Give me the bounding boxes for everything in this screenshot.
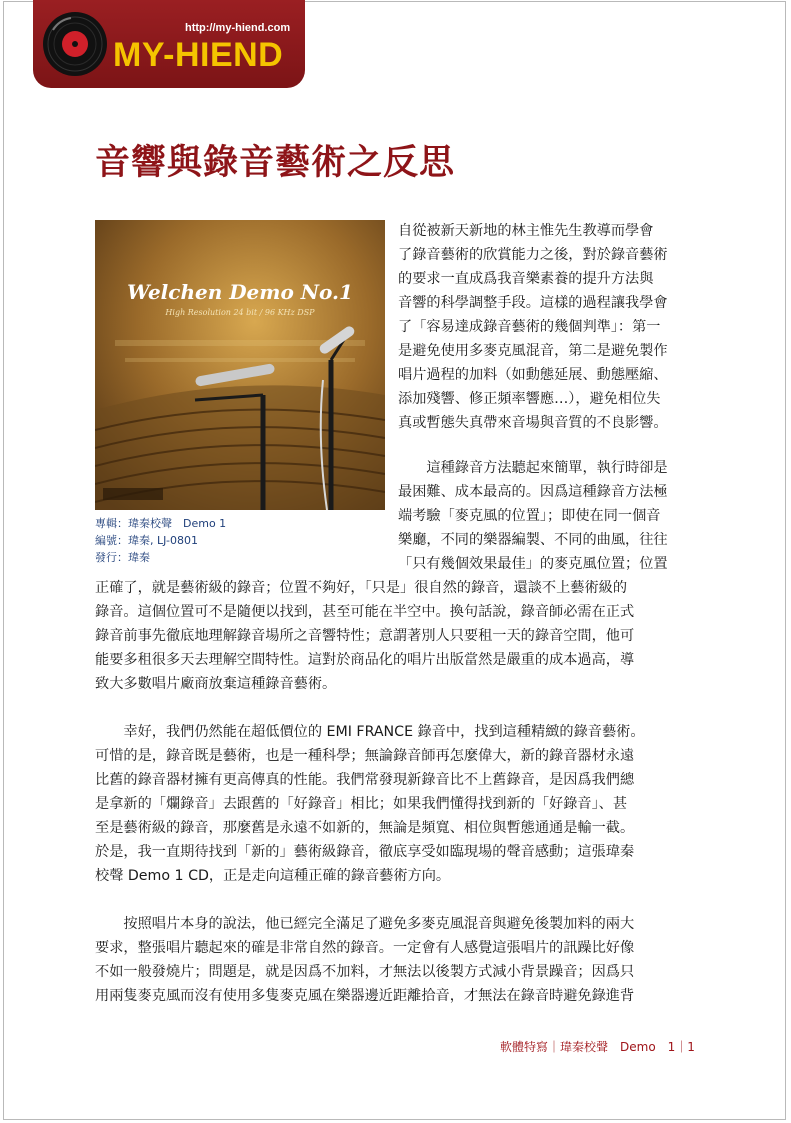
caption-catalog: 編號：瑋秦, LJ-0801 — [95, 534, 198, 547]
text-line: 於是，我一直期待找到「新的」藝術級錄音，徹底享受如臨現場的聲音感動；這張瑋秦 — [95, 844, 635, 860]
text-line: 校聲 Demo 1 CD，正是走向這種正確的錄音藝術方向。 — [95, 868, 451, 884]
text-line: 錄音。這個位置可不是隨便以找到，甚至可能在半空中。換句話說，錄音師必需在正式 — [95, 604, 635, 620]
text-line: 至是藝術級的錄音，那麼舊是永遠不如新的，無論是頻寬、相位與暫態通通是輸一截。 — [95, 820, 635, 836]
text-line: 按照唱片本身的說法，他已經完全滿足了避免多麥克風混音與避免後製加料的兩大 — [95, 916, 635, 932]
album-cover-image — [95, 220, 385, 510]
text-line: 唱片過程的加料（如動態延展、動態壓縮、 — [398, 367, 668, 383]
text-line: 的要求一直成爲我音樂素養的提升方法與 — [398, 271, 654, 287]
text-line: 比舊的錄音器材擁有更高傳真的性能。我們常發現新錄音比不上舊錄音，是因爲我們總 — [95, 772, 635, 788]
album-caption — [95, 515, 226, 566]
site-logo[interactable] — [33, 0, 305, 88]
text-line: 端考驗「麥克風的位置」；即使在同一個音 — [398, 508, 661, 524]
text-line: 不如一般發燒片；問題是，就是因爲不加料，才無法以後製方式減小背景躁音；因爲只 — [95, 964, 635, 980]
paragraph-1 — [398, 219, 668, 435]
text-line: 這種錄音方法聽起來簡單，執行時卻是 — [398, 460, 668, 476]
text-line: 了「容易達成錄音藝術的幾個判準」：第一 — [398, 319, 661, 335]
text-line: 「只有幾個效果最佳」的麥克風位置；位置 — [398, 556, 668, 572]
paragraph-3 — [95, 720, 645, 888]
paragraph-2-full — [95, 576, 634, 696]
text-line: 添加殘響、修正頻率響應…），避免相位失 — [398, 391, 661, 407]
text-line: 音響的科學調整手段。這樣的過程讓我學會 — [398, 295, 668, 311]
caption-album: 專輯：瑋秦校聲 Demo 1 — [95, 517, 227, 530]
page-footer: 軟體特寫｜瑋秦校聲 Demo 1｜1 — [500, 1040, 695, 1054]
text-line: 幸好，我們仍然能在超低價位的 EMI FRANCE 錄音中，找到這種精緻的錄音藝術。 — [95, 724, 645, 740]
cover-subtitle: High Resolution 24 bit / 96 KHz DSP — [165, 308, 315, 317]
logo-url: http://my-hiend.com — [185, 22, 291, 34]
text-line: 正確了，就是藝術級的錄音；位置不夠好，「只是」很自然的錄音，還談不上藝術級的 — [95, 580, 628, 596]
album-cover-art — [95, 220, 385, 510]
text-line: 樂廳，不同的樂器編製、不同的曲風，往往 — [398, 532, 668, 548]
text-line: 錄音前事先徹底地理解錄音場所之音響特性；意謂著別人只要租一天的錄音空間，他可 — [95, 628, 635, 644]
text-line: 致大多數唱片廠商放棄這種錄音藝術。 — [95, 676, 337, 692]
text-line: 真或暫態失真帶來音場與音質的不良影響。 — [398, 415, 668, 431]
vinyl-disc-icon — [41, 10, 109, 78]
text-line: 最困難、成本最高的。因爲這種錄音方法極 — [398, 484, 668, 500]
text-line: 是拿新的「爛錄音」去跟舊的「好錄音」相比；如果我們懂得找到新的「好錄音」、甚 — [95, 796, 628, 812]
text-line: 自從被新天新地的林主惟先生教導而學會 — [398, 223, 654, 239]
paragraph-2-wrap — [398, 456, 668, 576]
text-line: 能要多租很多天去理解空間特性。這對於商品化的唱片出版當然是嚴重的成本過高，導 — [95, 652, 635, 668]
logo-name: MY-HIEND — [113, 36, 284, 74]
paragraph-4 — [95, 912, 634, 1008]
cover-title: Welchen Demo No.1 — [127, 280, 353, 304]
text-line: 是避免使用多麥克風混音，第二是避免製作 — [398, 343, 668, 359]
article-title: 音響與錄音藝術之反思 — [95, 142, 456, 183]
text-line: 用兩隻麥克風而沒有使用多隻麥克風在樂器邊近距離拾音，才無法在錄音時避免錄進背 — [95, 988, 635, 1004]
text-line: 了錄音藝術的欣賞能力之後，對於錄音藝術 — [398, 247, 668, 263]
text-line: 要求，整張唱片聽起來的確是非常自然的錄音。一定會有人感覺這張唱片的訊躁比好像 — [95, 940, 635, 956]
caption-label: 發行：瑋秦 — [95, 551, 150, 564]
text-line: 可惜的是，錄音既是藝術，也是一種科學；無論錄音師再怎麼偉大，新的錄音器材永遠 — [95, 748, 635, 764]
